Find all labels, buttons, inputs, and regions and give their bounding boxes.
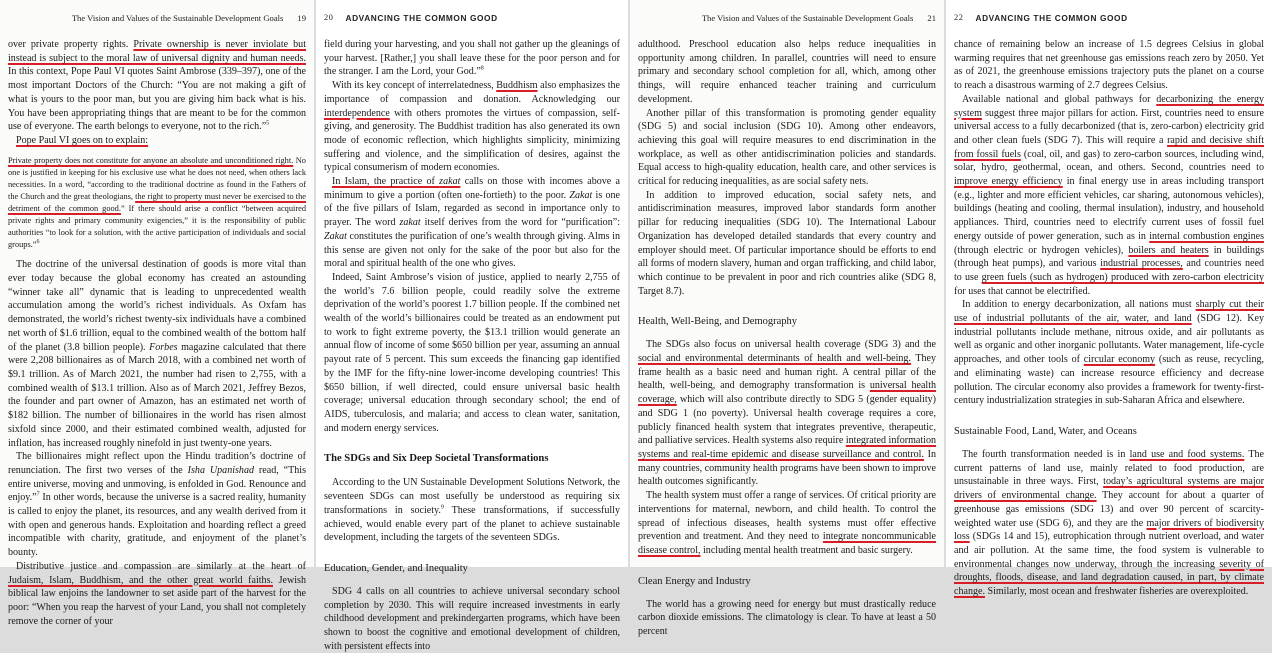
paragraph bbox=[954, 93, 1264, 299]
text-run: These transformations, if successfully achieved, would enable every part of the planet to achieve sustainable development, including the targets of the seventeen SDGs. bbox=[324, 504, 620, 544]
text-run: (SDG 12). Key industrial pollutants include methane, nitrous oxide, and air pollutants as well as organic and other inorganic pollutants. Water management, life-cycle approaches, and other tools of bbox=[954, 313, 1264, 366]
text-run: adulthood. Preschool education also helps reduce inequalities in opportunity among children. In parallel, countries will need to ensure primary and secondary school completion for all, which, among other things, will require enhanced teacher training and curriculum development. bbox=[638, 39, 936, 105]
paragraph bbox=[638, 189, 936, 299]
text-run: Indeed, Saint Ambrose’s vision of justice, applied to nearly 2,755 of the world’s 7.6 billion people, could readily solve the extreme deprivation of the world’s poorest 1.7 billion people. If the combined net wealth of the world’s billionaires could be treated as an endowment put to work to fight extreme poverty, the $13.1 trillion would generate an annual flow of income of some $650 billion per year, assuming an annual payout rate of 5 percent. This sum exceeds the financing gap identified by the IMF for the fifty-nine lower-income developing countries! This $650 billion, if well directed, could ensure universal basic health coverage; universal education through secondary school; the end of AIDS, tuberculosis, and malaria; and access to clean water, sanitation, and modern energy services. bbox=[324, 271, 620, 434]
text-run: In addition to energy decarbonization, all nations must bbox=[962, 299, 1196, 311]
highlighted-text: universal health coverage, bbox=[638, 380, 937, 406]
text-run: The fourth transformation needed is in bbox=[962, 448, 1130, 460]
highlighted-text: Pope Paul VI goes on to explain: bbox=[16, 134, 149, 146]
page-number: 22 bbox=[954, 13, 964, 22]
highlighted-text: land use and food systems. bbox=[1129, 448, 1245, 460]
highlighted-text: In Islam, the practice of bbox=[332, 176, 440, 188]
book-page-19 bbox=[0, 0, 314, 627]
footnote-ref: 5 bbox=[266, 120, 270, 127]
subsection-heading bbox=[638, 576, 936, 587]
paragraph bbox=[8, 38, 306, 134]
highlighted-text: rapid and decisive shift from fossil fuels bbox=[954, 134, 1265, 160]
highlighted-text: integrated information systems and real-time epidemic and disease surveillance and control. bbox=[638, 435, 936, 460]
highlighted-text: sharply cut their use of industrial pollutants of the air, water, and land bbox=[954, 299, 1264, 325]
highlighted-text: the right to property must never be exercised to the detriment of the common good. bbox=[8, 191, 306, 213]
paragraph bbox=[954, 38, 1264, 93]
text-run: Clean Energy and Industry bbox=[638, 575, 751, 587]
text-run: and countries need to use bbox=[954, 258, 1264, 283]
text-run: suggest three major pillars for action. First, countries need to ensure universal access to a fully decarbonized (that is, zero-carbon) electricity grid and other clean fuels (SDG 7). This will require a bbox=[954, 107, 1264, 146]
paragraph bbox=[8, 560, 306, 629]
paragraph bbox=[638, 489, 936, 558]
text-run: (such as reuse, recycling, and eliminating waste) can increase resource efficiency and decrease pollution. The circular economy also provides a framework for twenty-first-century industrialization strategies in sub-Saharan Africa and elsewhere. bbox=[954, 354, 1265, 407]
text-run: The SDGs and Six Deep Societal Transformations bbox=[324, 453, 549, 465]
paragraph bbox=[954, 298, 1264, 408]
text-run: The billionaires might reflect upon the Hindu tradition’s doctrine of renunciation. The first two verses of the bbox=[8, 451, 306, 476]
highlighted-text: interdependence bbox=[324, 107, 390, 119]
highlighted-text: major drivers of biodiversity loss bbox=[954, 517, 1264, 543]
page-body bbox=[324, 38, 620, 653]
text-run: In other words, because the universe is a sacred reality, humanity is called to enjoy the planet, its resources, and any wealth derived from it with open and generous hands. Exploitation and hoarding reflect a greed incompatible with charity, gratitude, and enjoyment of the planet’s bounty. bbox=[8, 492, 306, 559]
text-run: Another pillar of this transformation is promoting gender equality (SDG 5) and social inclusion (SDG 10). Among other endeavors, achieving this goal will require measures to end discrimination in the workplace, as well as other antidiscrimination policies and standards. Equal access to high-quality education, health care, and other services is critical for reducing inequalities, as are social safety nets. bbox=[638, 107, 936, 188]
text-run: Isha Upanishad bbox=[187, 464, 254, 476]
highlighted-text: industrial processes, bbox=[1100, 258, 1183, 270]
text-run: over private property rights. bbox=[8, 39, 134, 50]
block-quote bbox=[8, 155, 306, 252]
page-body bbox=[954, 38, 1264, 599]
paragraph bbox=[638, 338, 936, 489]
highlighted-text: Buddhism bbox=[496, 80, 538, 92]
text-run: is one of the five pillars of Islam, regarded as second in importance only to prayer. The word bbox=[324, 189, 620, 229]
paragraph bbox=[324, 476, 620, 545]
text-run: Zakat bbox=[324, 230, 347, 242]
text-run: The SDGs also focus on universal health coverage (SDG 3) and the bbox=[646, 339, 936, 351]
paragraph bbox=[8, 450, 306, 560]
text-run: also emphasizes the importance of compassion and donation. Acknowledging our bbox=[324, 80, 621, 105]
text-run: read, “This entire universe, moving and unmoving, is enfolded in God. Renounce and enjoy.” bbox=[8, 464, 306, 504]
page-header bbox=[8, 13, 306, 25]
text-run: In this context, Pope Paul VI quotes Saint Ambrose (339–397), one of the most important Doctors of the Church: “You are not making a gift of what is yours to the poor man, but you are giving him back what is his. You have been appropriating things that are meant to be for the common use of everyone. The earth belongs to everyone, not to the rich.” bbox=[8, 66, 306, 133]
paragraph bbox=[324, 585, 620, 653]
text-run: The world has a growing need for energy but must drastically reduce carbon dioxide emissions. The climatology is clear. To have at least a 50 percent bbox=[638, 598, 936, 638]
text-run: calls on those with incomes above a minimum to give a portion (often one-fortieth) to the poor. bbox=[324, 176, 620, 201]
text-run: The health system must offer a range of services. Of critical priority are interventions for maternal, newborn, and child health. To control the spread of infectious diseases, health systems must offer effective prevention and treatment. And they need to bbox=[638, 490, 936, 543]
text-run: Available national and global pathways for bbox=[962, 93, 1157, 105]
paragraph bbox=[638, 598, 936, 639]
text-run: Forbes bbox=[149, 341, 178, 353]
text-run: Similarly, most ocean and freshwater fisheries are overexploited. bbox=[984, 586, 1249, 598]
paragraph bbox=[324, 79, 620, 175]
paragraph bbox=[8, 134, 306, 148]
subsection-heading bbox=[324, 563, 620, 574]
book-page-21 bbox=[630, 0, 944, 638]
highlighted-text: today’s agricultural systems are major drivers of environmental change. bbox=[954, 476, 1264, 502]
paragraph bbox=[324, 38, 620, 79]
text-run: with others promotes the virtues of compassion, self-giving, and generosity. The Buddhist tradition has also generated its own mode of economic reflection, which highlights simplicity, minimizing suffering and violence, and the simplification of desires, against the typical consumerism of modern economies. bbox=[324, 107, 620, 174]
text-run: In many countries, community health programs have been shown to improve health outcomes significantly. bbox=[638, 448, 937, 488]
paragraph bbox=[8, 258, 306, 450]
text-run: zakat bbox=[399, 217, 421, 229]
page-number: 20 bbox=[324, 13, 334, 22]
text-run: According to the UN Sustainable Development Solutions Network, the seventeen SDGs can most usefully be understood as requiring six transformations in society. bbox=[324, 477, 620, 516]
footnote-ref: 7 bbox=[36, 491, 40, 498]
book-page-22 bbox=[946, 0, 1272, 598]
highlighted-text: severity of droughts, floods, disease, and land degradation caused, in part, by climate change. bbox=[954, 558, 1264, 598]
text-run: (through electric or hydrogen vehicles), bbox=[954, 244, 1129, 256]
highlighted-text: social and environmental determinants of health and well-being. bbox=[638, 353, 911, 365]
paragraph bbox=[638, 107, 936, 189]
text-run: magazine calculated that there were 2,208 billionaires as of March 2018, with a combined net worth of $9.1 trillion. As of March 2021, the number had risen to 2,755, with a combined wealth of $13.1 trillion. Also as of March 2021, Jeffrey Bezos, the founder and part owner of Amazon, has an estimated net worth of $182 billion. The number of billionaires in the world has risen almost sixfold since 2000, and their estimated combined wealth, adjusted for inflation, has increased roughly ninefold in just twenty-one years. bbox=[8, 341, 306, 449]
text-run: ” If there should arise a conflict “between acquired private rights and primary community exigencies,” it is the responsibility of public authorities “to look for a solution, with the active participation of individuals and social groups.” bbox=[8, 204, 307, 250]
running-title: ADVANCING THE COMMON GOOD bbox=[345, 13, 498, 23]
footnote-ref: 6 bbox=[36, 239, 40, 246]
running-title: ADVANCING THE COMMON GOOD bbox=[975, 13, 1128, 23]
text-run: Distributive justice and compassion are similarly at the heart of bbox=[16, 560, 306, 572]
text-run: With its key concept of interrelatedness, bbox=[332, 80, 497, 92]
text-run: itself derives from the word for “purification”: bbox=[420, 217, 620, 229]
page-header bbox=[638, 13, 936, 25]
page-header bbox=[324, 13, 620, 25]
text-run: Health, Well-Being, and Demography bbox=[638, 316, 798, 328]
highlighted-text: green fuels (such as hydrogen) produced with zero-carbon electricity bbox=[981, 271, 1264, 283]
page-number: 19 bbox=[297, 13, 306, 23]
highlighted-text: internal combustion engines bbox=[1149, 230, 1264, 242]
text-run: in buildings (through heat pumps), and various bbox=[954, 244, 1264, 270]
running-title: The Vision and Values of the Sustainable Development Goals bbox=[71, 13, 284, 23]
highlighted-text: improve energy efficiency bbox=[954, 176, 1063, 188]
text-run: SDG 4 calls on all countries to achieve universal secondary school completion by 2030. This will require increased investments in early childhood development and prekindergarten programs, which have been shown to boost the cognitive and emotional development of children, with persistent effects into bbox=[324, 585, 620, 652]
highlighted-text: Private property does not constitute for anyone an absolute and unconditioned right. bbox=[8, 155, 294, 165]
text-run: They account for about a quarter of greenhouse gas emissions (SDG 13) and over 90 percent of scarcity-weighted water use (SDG 6), and they are the bbox=[954, 490, 1264, 529]
text-run: which will also contribute directly to SDG 5 (gender equality) and SDG 1 (no poverty). Universal health coverage requires a core, publicly financed health system that integrates preventive, therapeutic, and palliative services. Health systems also require bbox=[638, 394, 936, 447]
page-body bbox=[8, 38, 306, 628]
text-run: The current patterns of land use, mainly related to food production, are unsustainable in three ways. First, bbox=[954, 448, 1265, 488]
running-title: The Vision and Values of the Sustainable Development Goals bbox=[701, 13, 914, 23]
text-run: Education, Gender, and Inequality bbox=[324, 562, 468, 574]
subsection-heading bbox=[954, 426, 1264, 437]
text-run: for uses that cannot be electrified. bbox=[954, 285, 1091, 297]
text-run: In addition to improved education, social safety nets, and antidiscrimination measures, improved labor standards form another pillar for reducing inequalities (SDG 10). The International Labour Organization has developed detailed standards that every country and employer should meet. Of particular importance should be efforts to end all forms of modern slavery, human and organ trafficking, and child labor, which continue to be prevalent in poor and rich countries alike (SDG 8, Target 8.7). bbox=[638, 189, 936, 297]
book-page-20 bbox=[316, 0, 628, 652]
text-run: (SDGs 14 and 15), eutrophication through nutrient overload, and water and air pollution. At the same time, the food system is vulnerable to environmental changes now underway, through the increasing bbox=[954, 531, 1264, 570]
page-header bbox=[954, 13, 1264, 25]
text-run: in final energy use in areas including transport (e.g., lighter and more efficient vehicles, car sharing, autonomous vehicles), buildings (heating and cooling, thermal insulation), industry, and household appliances. Third, countries need to electrify current uses of fossil fuel energy outside of power generation, such as in bbox=[954, 176, 1264, 242]
highlighted-text: boilers and heaters bbox=[1128, 244, 1209, 256]
text-run: chance of remaining below an increase of 1.5 degrees Celsius in global warming requires that net greenhouse gas emissions reach zero by 2050. Yet as of 2021, the greenhouse emissions trajectory puts the planet on a course to reach a disastrous warming of 2.7 degrees Celsius. bbox=[954, 39, 1264, 92]
text-run: They frame health as a basic need and human right. A central pillar of the health, well-being, and demography transformation is bbox=[638, 353, 936, 392]
highlighted-text: zakat bbox=[439, 176, 461, 188]
footnote-ref: 9 bbox=[440, 504, 444, 511]
paragraph bbox=[638, 38, 936, 107]
text-run: field during your harvesting, and you shall not gather up the gleanings of your harvest. [Rather,] you shall leave these for the poor person and for the stranger. I am the Lord, your God.” bbox=[324, 39, 620, 78]
text-run: Sustainable Food, Land, Water, and Oceans bbox=[954, 425, 1137, 437]
text-run: The doctrine of the universal destination of goods is more vital than ever today because the global economy has created an astounding “winner take all” dynamic that is leading to unprecedented wealth accumulation among the world’s richest individuals. As Oxfam has demonstrated, the world’s richest twenty-six individuals have a combined net worth of $1.6 trillion, equal to the combined wealth of the bottom half of the planet (3.8 billion people). bbox=[8, 259, 306, 353]
subsection-heading bbox=[638, 316, 936, 327]
text-run: No one is justified in keeping for his exclusive use what he does not need, when others lack necessities. In a word, “according to the traditional doctrine as found in the Fathers of the Church and the great theologians, bbox=[8, 155, 306, 201]
highlighted-text: Private ownership is never inviolate but instead is subject to the moral law of universal dignity and human needs. bbox=[8, 39, 306, 64]
footnote-ref: 8 bbox=[480, 66, 484, 73]
text-run: Zakat bbox=[569, 189, 593, 201]
page-body bbox=[638, 38, 936, 639]
page-number: 21 bbox=[927, 13, 936, 23]
text-run: (coal, oil, and gas) to zero-carbon sources, including wind, solar, hydro, geothermal, ocean, and others. Second, countries need to bbox=[954, 148, 1264, 174]
text-run: constitutes the purification of one’s wealth through giving. Alms in this sense are given not only for the sake of the poor but also for the moral and spiritual health of the one who gives. bbox=[324, 230, 620, 270]
highlighted-text: Judaism, Islam, Buddhism, and the other great world faiths. bbox=[8, 574, 273, 586]
paragraph bbox=[954, 448, 1264, 599]
highlighted-text: decarbonizing the energy system bbox=[954, 93, 1264, 119]
section-heading bbox=[324, 453, 620, 464]
highlighted-text: integrate noncommunicable disease control, bbox=[638, 531, 937, 556]
paragraph bbox=[324, 271, 620, 435]
text-run: Jewish biblical law enjoins the landowner to set aside part of the harvest for the poor: “When you reap the harvest of your Land, you shall not completely remove the corner of your bbox=[8, 574, 306, 627]
paragraph bbox=[324, 175, 620, 271]
highlighted-text: circular economy bbox=[1083, 354, 1156, 366]
text-run: including mental health treatment and basic surgery. bbox=[700, 544, 913, 556]
